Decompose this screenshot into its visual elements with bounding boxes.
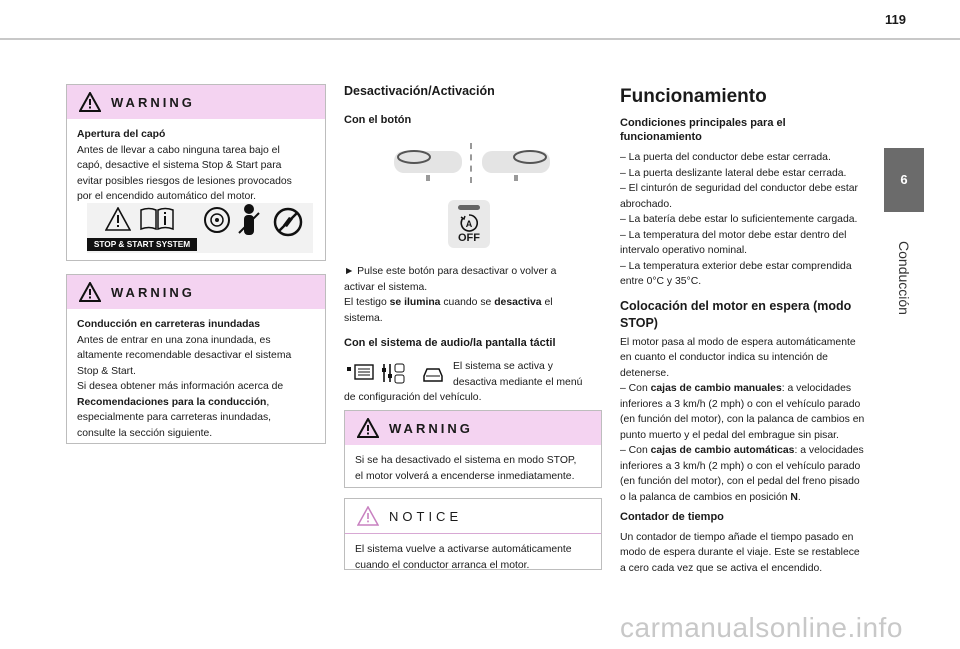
chapter-title-text: Conducción <box>896 241 912 315</box>
condition-item: intervalo operativo nominal. <box>620 245 748 256</box>
steering-wheel-left-icon <box>392 143 464 183</box>
notice-text-line: El sistema vuelve a activarse automáticamente <box>355 544 572 555</box>
notice-icon <box>357 506 379 526</box>
warning-text-line: especialmente para carreteras inundadas, <box>77 412 272 423</box>
middle-text-block <box>344 264 604 352</box>
warning-icon <box>79 92 101 112</box>
warning-header <box>345 411 601 445</box>
warning-text-line: Stop & Start. <box>77 365 136 377</box>
warning-header <box>67 85 325 119</box>
engine-fan-icon <box>203 205 231 235</box>
condition-item: – La batería debe estar lo suficientemente cargada. <box>620 214 858 225</box>
section-heading: Desactivación/Activación <box>344 84 495 98</box>
warning-triangle-icon <box>105 207 131 231</box>
text-line <box>620 443 876 459</box>
text-line: inferiores a 3 km/h (2 mph) o con el vehículo parado <box>620 460 861 472</box>
stop-start-off-button[interactable] <box>448 200 490 248</box>
steering-wheel-right-icon <box>480 143 552 183</box>
warning-icon <box>79 282 101 302</box>
warning-text-line: Antes de entrar en una zona inundada, es <box>77 334 271 346</box>
text-line: Un contador de tiempo añade el tiempo pasado en <box>620 531 854 543</box>
text-line: inferiores a 3 km/h (2 mph) o con el vehículo parado <box>620 398 861 410</box>
text-span: . <box>797 491 801 503</box>
text-span: – Con <box>620 445 651 456</box>
instruction-line: ► Pulse este botón para desactivar o volver a <box>344 266 557 277</box>
section-heading: Funcionamiento <box>620 86 767 107</box>
text-line: El sistema se activa y <box>453 361 553 372</box>
touchscreen-text <box>453 359 603 390</box>
warning-text-line: por el encendido automático del motor. <box>77 191 257 202</box>
warning-box-hood <box>66 84 326 261</box>
section-reference-link[interactable]: Recomendaciones para la conducción <box>77 396 267 408</box>
text-span: : a velocidades <box>781 383 852 394</box>
text-span: el <box>541 297 553 309</box>
chapter-title <box>882 218 926 338</box>
condition-item: abrochado. <box>620 198 672 210</box>
bold-text: N <box>790 491 798 503</box>
text-line: punto muerto y el pedal del embrague sin pisar. <box>620 429 839 441</box>
stop-start-caption: STOP & START SYSTEM <box>87 238 197 251</box>
subsection-heading: Colocación del motor en espera (modo <box>620 298 852 313</box>
text-line: modo de espera durante el viaje. Este se restablece <box>620 547 860 558</box>
text-line: El motor pasa al modo de espera automáticamente <box>620 336 856 348</box>
text-span: El testigo <box>344 297 390 309</box>
auto-stop-icon <box>460 214 478 232</box>
condition-item: entre 0°C y 35°C. <box>620 276 702 287</box>
bold-text: se ilumina <box>389 297 441 309</box>
warning-text-line: altamente recomendable desactivar el sistema <box>77 350 292 361</box>
subsection-heading: Con el botón <box>344 114 412 126</box>
condition-item: – La temperatura exterior debe estar comprendida <box>620 260 852 272</box>
bold-text: cajas de cambio automáticas <box>650 445 795 456</box>
right-column <box>620 86 876 576</box>
punctuation: , <box>266 396 270 408</box>
instruction-line: activar el sistema. <box>344 281 428 293</box>
notice-label: NOTICE <box>389 508 463 524</box>
touchscreen-text-end <box>344 390 604 406</box>
condition-item: – La puerta del conductor debe estar cerrada. <box>620 152 831 163</box>
touchscreen-icons <box>346 362 446 386</box>
warning-title: Apertura del capó <box>77 129 166 140</box>
text-line: a cero cada vez que se activa el encendido. <box>620 562 823 574</box>
text-span: : a velocidades <box>794 445 864 456</box>
text-line: en cuanto el conductor indica su intención de <box>620 352 828 363</box>
page-number: 119 <box>885 12 906 27</box>
car-settings-icon <box>422 364 444 384</box>
warning-box-flooded <box>66 274 326 444</box>
text-line <box>620 381 876 397</box>
warning-label: WARNING <box>389 420 473 436</box>
header-rule <box>0 38 960 40</box>
warning-label: WARNING <box>111 94 195 110</box>
condition-item: – La puerta deslizante lateral debe estar cerrada. <box>620 167 847 179</box>
chapter-tab[interactable]: 6 <box>884 148 924 212</box>
manual-book-icon <box>139 207 175 231</box>
instruction-line <box>344 295 604 311</box>
subsection-heading: Contador de tiempo <box>620 511 724 523</box>
text-line: (en función del motor), con la palanca de cambios en <box>620 414 865 425</box>
touchscreen-icon <box>346 364 374 384</box>
text-line: detenerse. <box>620 367 670 379</box>
warning-text-line: evitar posibles riesgos de lesiones provocados <box>77 175 292 187</box>
warning-text-line: consulte la sección siguiente. <box>77 427 213 439</box>
hood-warning-illustration <box>87 203 313 253</box>
warning-text-line: capó, desactive el sistema Stop & Start para <box>77 160 282 171</box>
bold-text: cajas de cambio manuales <box>650 383 782 394</box>
dashboard-illustration <box>392 143 552 185</box>
subsection-heading: Con el sistema de audio/la pantalla táctil <box>344 337 556 350</box>
warning-header <box>67 275 325 309</box>
warning-title: Conducción en carreteras inundadas <box>77 319 261 330</box>
bold-text: desactiva <box>494 297 542 309</box>
condition-item: – La temperatura del motor debe estar dentro del <box>620 229 847 241</box>
subsection-heading: STOP) <box>620 315 658 330</box>
no-hand-icon <box>235 203 263 237</box>
text-line <box>620 490 876 506</box>
warning-text-line: el motor volverá a encenderse inmediatamente. <box>355 470 575 482</box>
warning-label: WARNING <box>111 284 195 300</box>
warning-text-line: Si se ha desactivado el sistema en modo STOP, <box>355 455 577 466</box>
text-line: de configuración del vehículo. <box>344 392 482 403</box>
divider-dashed <box>470 143 472 183</box>
watermark: carmanualsonline.info <box>620 612 903 643</box>
no-entry-hand-icon <box>273 207 303 237</box>
subsection-heading: funcionamiento <box>620 131 702 143</box>
warning-icon <box>357 418 379 438</box>
text-line: desactiva mediante el menú <box>453 376 583 388</box>
notice-text-line: cuando el conductor arranca el motor. <box>355 559 530 571</box>
button-label: OFF <box>458 232 480 244</box>
subsection-heading: Condiciones principales para el <box>620 117 786 129</box>
indicator-led <box>458 205 480 210</box>
text-span: – Con <box>620 383 651 394</box>
text-line: (en función del motor), con el pedal del freno pisado <box>620 476 860 487</box>
notice-box <box>344 498 602 570</box>
text-span: o la palanca de cambios en posición <box>620 491 791 503</box>
settings-sliders-icon <box>380 362 406 386</box>
condition-item: – El cinturón de seguridad del conductor debe estar <box>620 183 858 194</box>
warning-text-line: Antes de llevar a cabo ninguna tarea bajo el <box>77 144 280 156</box>
warning-box-stop-mode <box>344 410 602 488</box>
warning-text-line: Si desea obtener más información acerca de <box>77 381 284 392</box>
svg-text:A: A <box>465 219 473 229</box>
warning-link-line <box>77 395 315 411</box>
middle-column <box>344 84 604 126</box>
instruction-line: sistema. <box>344 312 383 324</box>
notice-header <box>345 499 601 534</box>
text-span: cuando se <box>440 297 495 309</box>
